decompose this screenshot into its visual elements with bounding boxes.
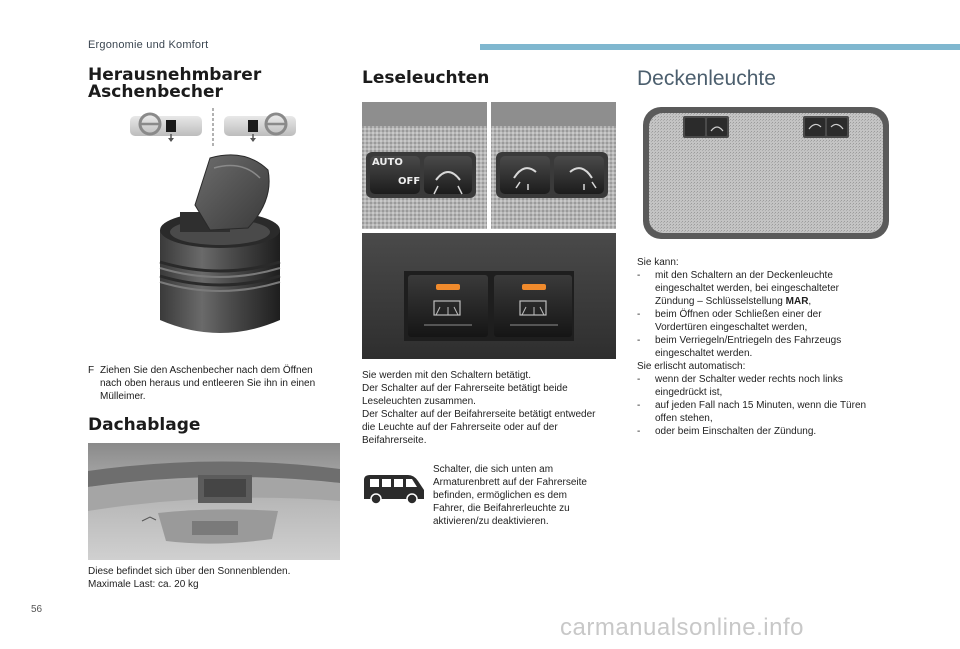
item2-line2: Vordertüren eingeschaltet werden, xyxy=(655,322,808,333)
item1-line1: mit den Schaltern an der Deckenleuchte xyxy=(655,270,833,281)
reading-lights-line2: Der Schalter auf der Fahrerseite betätigt beide xyxy=(362,383,568,394)
auto-off-intro: Sie erlischt automatisch: xyxy=(637,361,746,372)
right-hand-drive-icon xyxy=(224,114,296,142)
header-accent-bar xyxy=(480,44,960,50)
reading-lights-description xyxy=(362,369,620,447)
item1-line2: eingeschaltet werden, bei eingeschalteter xyxy=(655,283,840,294)
reading-lights-line1: Sie werden mit den Schaltern betätigt. xyxy=(362,370,531,381)
watermark: carmanualsonline.info xyxy=(560,614,804,641)
ashtray-instruction-line1: Ziehen Sie den Aschenbecher nach dem Öffnen xyxy=(100,365,313,376)
item5-line1: auf jeden Fall nach 15 Minuten, wenn die Türen xyxy=(655,400,867,411)
dashboard-switches-photo xyxy=(362,233,616,359)
ceiling-light-title: Deckenleuchte xyxy=(637,67,776,90)
roof-shelf-title: Dachablage xyxy=(88,415,201,435)
ashtray-title-line1: Herausnehmbarer xyxy=(88,65,262,85)
item6-line1: oder beim Einschalten der Zündung. xyxy=(655,426,817,437)
reading-lights-title: Leseleuchten xyxy=(362,68,490,88)
switch-off-label: OFF xyxy=(398,176,421,187)
reading-lights-line4: Der Schalter auf der Beifahrerseite betätigt entweder xyxy=(362,409,596,420)
ceiling-light-intro: Sie kann: xyxy=(637,257,679,268)
note-line5: aktivieren/zu deaktivieren. xyxy=(433,516,549,527)
ashtray-instruction xyxy=(88,364,348,403)
item2-line1: beim Öffnen oder Schließen einer der xyxy=(655,309,822,320)
bullet-marker: F xyxy=(88,365,95,376)
item1-line3-punct: , xyxy=(808,296,812,307)
item4-line1: wenn der Schalter weder rechts noch links xyxy=(655,374,843,385)
page-number: 56 xyxy=(31,604,43,615)
roof-shelf-line2: Maximale Last: ca. 20 kg xyxy=(88,579,199,590)
ashtray-title-line2: Aschenbecher xyxy=(88,82,223,102)
dash-marker: - xyxy=(637,426,641,437)
note-line1: Schalter, die sich unten am xyxy=(433,464,554,475)
item5-line2: offen stehen, xyxy=(655,413,713,424)
section-header: Ergonomie und Komfort xyxy=(88,39,209,51)
switch-auto-label: AUTO xyxy=(372,157,403,168)
left-hand-drive-icon xyxy=(130,114,202,142)
ashtray-illustration xyxy=(150,150,290,340)
item3-line1: beim Verriegeln/Entriegeln des Fahrzeugs xyxy=(655,335,842,346)
dashboard-switch-note xyxy=(433,463,618,528)
roof-shelf-line1: Diese befindet sich über den Sonnenblenden. xyxy=(88,566,291,577)
ceiling-light-photo xyxy=(643,107,889,239)
dash-marker: - xyxy=(637,335,641,346)
van-icon xyxy=(362,472,426,506)
dash-marker: - xyxy=(637,270,641,281)
item4-line2: eingedrückt ist, xyxy=(655,387,723,398)
roof-shelf-photo xyxy=(88,443,340,560)
ashtray-location-pictogram xyxy=(130,108,296,148)
note-line2: Armaturenbrett auf der Fahrerseite xyxy=(433,477,587,488)
ashtray-instruction-line2: nach oben heraus und entleeren Sie ihn in einen xyxy=(100,378,316,389)
ceiling-light-description xyxy=(637,256,907,438)
item1-line3-text: Zündung – Schlüsselstellung xyxy=(655,296,786,307)
ashtray-instruction-line3: Mülleimer. xyxy=(100,391,146,402)
reading-lights-line6: Beifahrerseite. xyxy=(362,435,427,446)
ignition-position-mar: MAR xyxy=(785,296,809,307)
item3-line2: eingeschaltet werden. xyxy=(655,348,753,359)
note-line4: Fahrer, die Beifahrerleuchte zu xyxy=(433,503,570,514)
item1-line3 xyxy=(655,295,811,308)
dash-marker: - xyxy=(637,400,641,411)
dash-marker: - xyxy=(637,374,641,385)
reading-lights-line3: Leseleuchten zusammen. xyxy=(362,396,476,407)
ashtray-title xyxy=(88,67,261,101)
dash-marker: - xyxy=(637,309,641,320)
reading-lights-line5: die Leuchte auf der Fahrerseite oder auf der xyxy=(362,422,558,433)
roof-shelf-description xyxy=(88,565,290,591)
note-line3: befinden, ermöglichen es dem xyxy=(433,490,567,501)
